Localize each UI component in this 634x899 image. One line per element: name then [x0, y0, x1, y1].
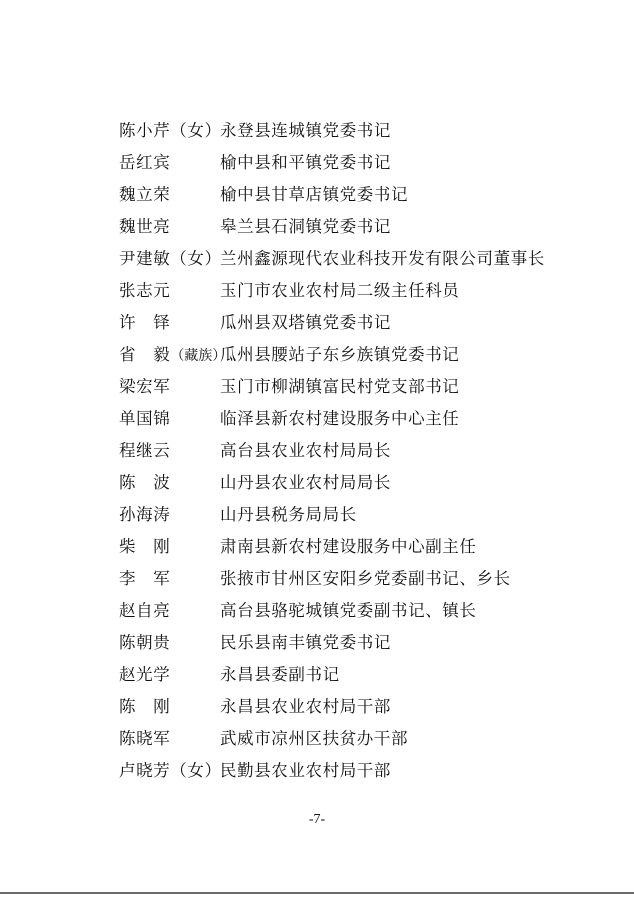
list-item: [119, 276, 589, 308]
person-title: 临泽县新农村建设服务中心主任: [220, 409, 460, 428]
list-item: [119, 436, 589, 468]
person-title: 民乐县南丰镇党委书记: [220, 633, 391, 652]
person-name: 李 军: [119, 569, 171, 588]
list-item: [119, 660, 589, 692]
person-name: 魏立荣: [119, 185, 171, 204]
list-item: [119, 500, 589, 532]
person-name: 陈小芹（女）: [119, 121, 222, 140]
list-item: [119, 532, 589, 564]
person-title: 武威市凉州区扶贫办干部: [220, 729, 409, 748]
person-name: 陈 刚: [119, 697, 171, 716]
person-name: 陈晓军: [119, 729, 171, 748]
person-title: 榆中县甘草店镇党委书记: [220, 185, 409, 204]
list-item: [119, 372, 589, 404]
person-title: 兰州鑫源现代农业科技开发有限公司董事长: [220, 249, 545, 268]
person-name-text: 省 毅: [119, 345, 171, 364]
person-title: 瓜州县双塔镇党委书记: [220, 313, 391, 332]
person-title: 民勤县农业农村局干部: [220, 761, 391, 780]
list-item: [119, 564, 589, 596]
person-name: 尹建敏（女）: [119, 249, 222, 268]
list-item: [119, 404, 589, 436]
list-item: [119, 308, 589, 340]
person-title: 玉门市农业农村局二级主任科员: [220, 281, 460, 300]
person-title: 玉门市柳湖镇富民村党支部书记: [220, 377, 460, 396]
person-title: 肃南县新农村建设服务中心副主任: [220, 537, 477, 556]
ethnicity-note: （藏族）: [170, 348, 227, 364]
person-title: 山丹县农业农村局局长: [220, 473, 391, 492]
person-name: 柴 刚: [119, 537, 171, 556]
list-item: [119, 724, 589, 756]
person-name: 张志元: [119, 281, 171, 300]
person-name: 单国锦: [119, 409, 171, 428]
person-name: 梁宏军: [119, 377, 171, 396]
person-name: [119, 340, 229, 371]
person-name: 卢晓芳（女）: [119, 761, 222, 780]
person-title: 榆中县和平镇党委书记: [220, 153, 391, 172]
person-title: 瓜州县腰站子东乡族镇党委书记: [220, 345, 460, 364]
person-title: 山丹县税务局局长: [220, 505, 357, 524]
person-name: 魏世亮: [119, 217, 171, 236]
list-item: [119, 596, 589, 628]
person-name: 赵自亮: [119, 601, 171, 620]
list-item: [119, 468, 589, 500]
bottom-divider: [0, 892, 634, 894]
list-item: [119, 180, 589, 212]
person-title: 永登县连城镇党委书记: [220, 121, 391, 140]
person-name: 程继云: [119, 441, 171, 460]
person-title: 永昌县农业农村局干部: [220, 697, 391, 716]
person-name: 陈 波: [119, 473, 171, 492]
honoree-list: [119, 116, 589, 788]
list-item: [119, 756, 589, 788]
list-item: [119, 340, 589, 372]
list-item: [119, 244, 589, 276]
person-name: 孙海涛: [119, 505, 171, 524]
person-name: 岳红宾: [119, 153, 171, 172]
person-name: 赵光学: [119, 665, 171, 684]
person-title: 高台县骆驼城镇党委副书记、镇长: [220, 601, 477, 620]
list-item: [119, 148, 589, 180]
page-number: -7-: [308, 812, 326, 827]
person-title: 高台县农业农村局局长: [220, 441, 391, 460]
list-item: [119, 116, 589, 148]
person-name: 陈朝贵: [119, 633, 171, 652]
list-item: [119, 212, 589, 244]
person-title: 永昌县委副书记: [220, 665, 340, 684]
person-title: 张掖市甘州区安阳乡党委副书记、乡长: [220, 569, 511, 588]
person-title: 皋兰县石洞镇党委书记: [220, 217, 391, 236]
list-item: [119, 628, 589, 660]
list-item: [119, 692, 589, 724]
person-name: 许 铎: [119, 313, 171, 332]
